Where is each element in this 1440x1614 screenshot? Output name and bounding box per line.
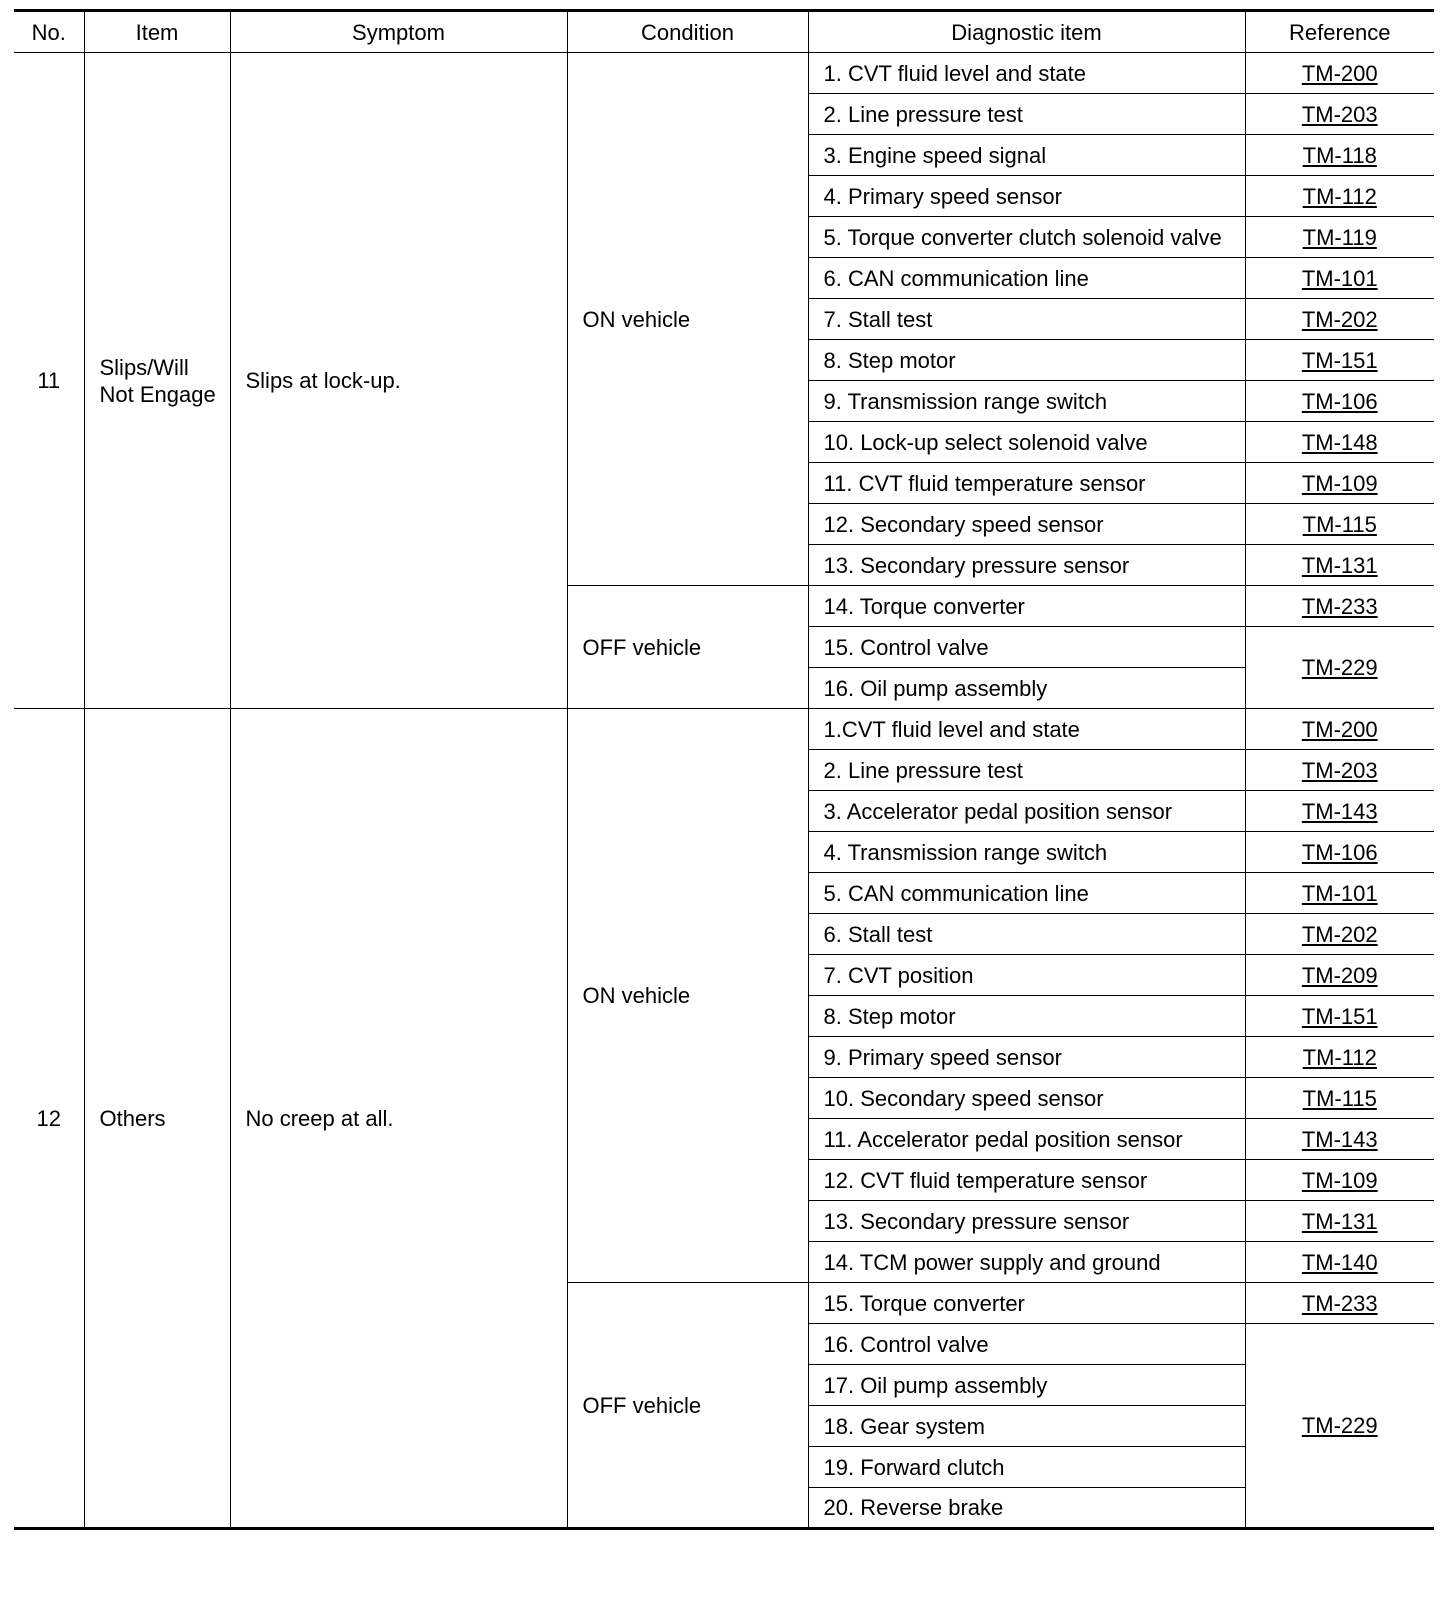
reference-link[interactable]: TM-106 — [1301, 839, 1378, 865]
header-item: Item — [84, 11, 230, 53]
diagnostic-item: 15. Torque converter — [808, 1283, 1245, 1324]
reference-cell — [1245, 586, 1434, 627]
diagnostic-item: 8. Step motor — [808, 996, 1245, 1037]
reference-cell — [1245, 217, 1434, 258]
reference-link[interactable]: TM-151 — [1301, 347, 1378, 373]
reference-cell — [1245, 53, 1434, 94]
diagnostic-item: 19. Forward clutch — [808, 1447, 1245, 1488]
reference-link[interactable]: TM-202 — [1301, 921, 1378, 947]
reference-cell — [1245, 709, 1434, 750]
reference-link[interactable]: TM-209 — [1301, 962, 1378, 988]
case-symptom: Slips at lock-up. — [230, 53, 567, 709]
diagnostic-item: 5. Torque converter clutch solenoid valve — [808, 217, 1245, 258]
diagnostic-item: 5. CAN communication line — [808, 873, 1245, 914]
diagnostic-item: 16. Oil pump assembly — [808, 668, 1245, 709]
reference-link[interactable]: TM-202 — [1301, 306, 1378, 332]
reference-cell — [1245, 1242, 1434, 1283]
diagnostic-item: 11. Accelerator pedal position sensor — [808, 1119, 1245, 1160]
reference-cell — [1245, 135, 1434, 176]
reference-cell — [1245, 1037, 1434, 1078]
header-reference: Reference — [1245, 11, 1434, 53]
diagnostic-item: 2. Line pressure test — [808, 750, 1245, 791]
condition-cell: ON vehicle — [567, 53, 808, 586]
case-number: 11 — [14, 53, 84, 709]
table-row — [14, 709, 1434, 750]
diagnostic-item: 3. Accelerator pedal position sensor — [808, 791, 1245, 832]
diagnostic-item: 14. TCM power supply and ground — [808, 1242, 1245, 1283]
case-number: 12 — [14, 709, 84, 1529]
reference-cell — [1245, 832, 1434, 873]
reference-cell — [1245, 94, 1434, 135]
diagnostic-item: 4. Transmission range switch — [808, 832, 1245, 873]
case-item-line: Not Engage — [99, 381, 216, 407]
case-item-line: Slips/Will — [99, 354, 189, 380]
diagnostic-item: 12. CVT fluid temperature sensor — [808, 1160, 1245, 1201]
reference-link[interactable]: TM-101 — [1301, 880, 1378, 906]
condition-cell: ON vehicle — [567, 709, 808, 1283]
reference-link[interactable]: TM-143 — [1301, 798, 1378, 824]
diagnostic-item: 6. CAN communication line — [808, 258, 1245, 299]
diagnostic-item: 9. Primary speed sensor — [808, 1037, 1245, 1078]
reference-link[interactable]: TM-200 — [1301, 716, 1378, 742]
reference-cell — [1245, 1078, 1434, 1119]
diagnostic-item: 12. Secondary speed sensor — [808, 504, 1245, 545]
header-no: No. — [14, 11, 84, 53]
diagnostic-item: 7. Stall test — [808, 299, 1245, 340]
diagnostic-item: 14. Torque converter — [808, 586, 1245, 627]
reference-cell — [1245, 504, 1434, 545]
reference-link[interactable]: TM-112 — [1302, 183, 1377, 209]
table-header — [14, 11, 1434, 53]
diagnostic-item: 13. Secondary pressure sensor — [808, 545, 1245, 586]
case-item — [84, 709, 230, 1529]
reference-link[interactable]: TM-203 — [1301, 757, 1378, 783]
reference-link[interactable]: TM-148 — [1301, 429, 1378, 455]
reference-link[interactable]: TM-233 — [1301, 1290, 1378, 1316]
diagnostic-item: 13. Secondary pressure sensor — [808, 1201, 1245, 1242]
reference-link[interactable]: TM-140 — [1301, 1249, 1378, 1275]
diagnostic-item: 18. Gear system — [808, 1406, 1245, 1447]
reference-link[interactable]: TM-115 — [1302, 1085, 1377, 1111]
header-symptom: Symptom — [230, 11, 567, 53]
reference-cell — [1245, 955, 1434, 996]
reference-link[interactable]: TM-200 — [1301, 60, 1378, 86]
reference-cell — [1245, 258, 1434, 299]
reference-cell — [1245, 545, 1434, 586]
condition-cell: OFF vehicle — [567, 1283, 808, 1529]
reference-link[interactable]: TM-229 — [1301, 1413, 1378, 1438]
reference-link[interactable]: TM-151 — [1301, 1003, 1378, 1029]
reference-cell — [1245, 873, 1434, 914]
diagnostic-item: 8. Step motor — [808, 340, 1245, 381]
reference-cell — [1245, 463, 1434, 504]
reference-cell — [1245, 1324, 1434, 1529]
diagnostic-item: 2. Line pressure test — [808, 94, 1245, 135]
reference-cell — [1245, 381, 1434, 422]
diagnostic-item: 7. CVT position — [808, 955, 1245, 996]
header-diagnostic-item: Diagnostic item — [808, 11, 1245, 53]
condition-cell: OFF vehicle — [567, 586, 808, 709]
diagnostic-item: 15. Control valve — [808, 627, 1245, 668]
reference-cell — [1245, 422, 1434, 463]
diagnostic-item: 16. Control valve — [808, 1324, 1245, 1365]
reference-cell — [1245, 791, 1434, 832]
reference-link[interactable]: TM-109 — [1301, 470, 1378, 496]
reference-cell — [1245, 1283, 1434, 1324]
reference-cell — [1245, 627, 1434, 709]
reference-cell — [1245, 1201, 1434, 1242]
header-row — [14, 11, 1434, 53]
diagnostic-item: 4. Primary speed sensor — [808, 176, 1245, 217]
header-condition: Condition — [567, 11, 808, 53]
reference-link[interactable]: TM-203 — [1301, 101, 1378, 127]
reference-cell — [1245, 1119, 1434, 1160]
case-symptom: No creep at all. — [230, 709, 567, 1529]
reference-link[interactable]: TM-229 — [1301, 655, 1378, 680]
diagnostic-table — [14, 9, 1434, 1530]
reference-cell — [1245, 299, 1434, 340]
reference-cell — [1245, 176, 1434, 217]
table-body — [14, 53, 1434, 1529]
reference-link[interactable]: TM-233 — [1301, 593, 1378, 619]
reference-link[interactable]: TM-115 — [1302, 511, 1377, 537]
diagnostic-item: 9. Transmission range switch — [808, 381, 1245, 422]
reference-cell — [1245, 750, 1434, 791]
diagnostic-item: 1.CVT fluid level and state — [808, 709, 1245, 750]
table-row — [14, 53, 1434, 94]
diagnostic-item: 10. Lock-up select solenoid valve — [808, 422, 1245, 463]
reference-link[interactable]: TM-101 — [1301, 265, 1378, 291]
reference-link[interactable]: TM-131 — [1301, 1208, 1378, 1234]
diagnostic-item: 6. Stall test — [808, 914, 1245, 955]
diagnostic-item: 1. CVT fluid level and state — [808, 53, 1245, 94]
diagnostic-item: 11. CVT fluid temperature sensor — [808, 463, 1245, 504]
reference-link[interactable]: TM-131 — [1301, 552, 1378, 578]
diagnostic-item: 17. Oil pump assembly — [808, 1365, 1245, 1406]
reference-link[interactable]: TM-118 — [1302, 142, 1377, 168]
reference-cell — [1245, 914, 1434, 955]
case-item — [84, 53, 230, 709]
reference-link[interactable]: TM-106 — [1301, 388, 1378, 414]
reference-link[interactable]: TM-112 — [1302, 1044, 1377, 1070]
reference-cell — [1245, 340, 1434, 381]
case-item-line: Others — [99, 1105, 166, 1131]
reference-link[interactable]: TM-119 — [1302, 224, 1377, 250]
reference-link[interactable]: TM-109 — [1301, 1167, 1378, 1193]
reference-cell — [1245, 1160, 1434, 1201]
diagnostic-item: 3. Engine speed signal — [808, 135, 1245, 176]
diagnostic-item: 10. Secondary speed sensor — [808, 1078, 1245, 1119]
reference-cell — [1245, 996, 1434, 1037]
reference-link[interactable]: TM-143 — [1301, 1126, 1378, 1152]
diagnostic-item: 20. Reverse brake — [808, 1488, 1245, 1529]
